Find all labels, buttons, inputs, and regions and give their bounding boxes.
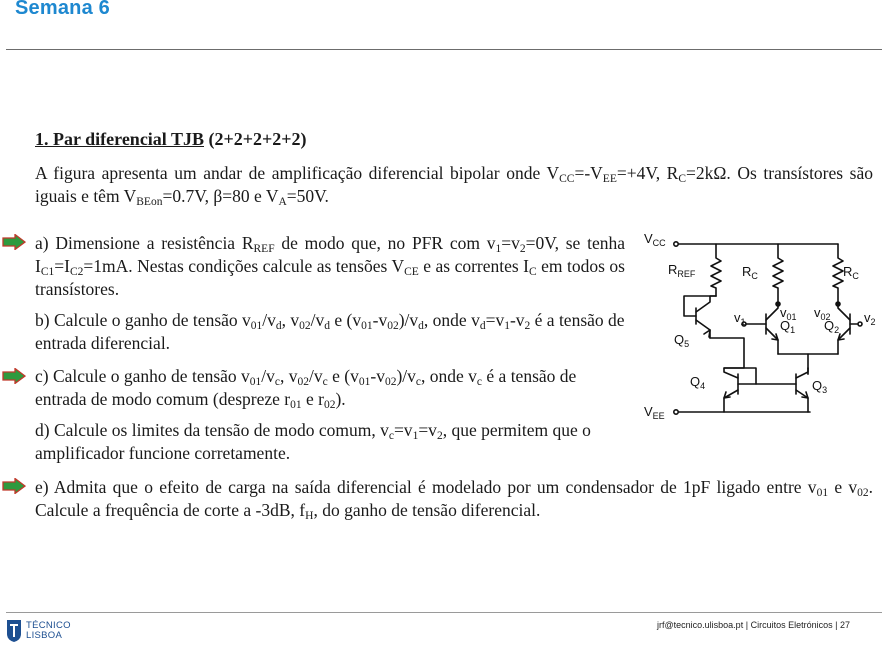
circuit-diagram <box>638 226 878 431</box>
rc-right-label: $R_C$ <box>843 264 859 281</box>
top-divider <box>6 49 882 50</box>
question-points: (2+2+2+2+2) <box>208 129 307 149</box>
part-a-text: a) Dimensione a resistência $R_{REF}$ de modo que, no PFR com $v_1=v_2=0V$, se tenha $I_{C1}=I_{C2}=1mA$. Nestas condições calcule as tensões $V_{CE}$ e as correntes $I_C$ em todos os transístores. <box>35 233 625 299</box>
q5-label: $Q_5$ <box>674 332 690 349</box>
footer-page-number: 27 <box>839 620 850 630</box>
arrow-right-icon <box>2 234 26 250</box>
question-title: 1. Par diferencial TJB <box>35 129 204 149</box>
shield-icon <box>6 619 22 643</box>
part-e-text: e) Admita que o efeito de carga na saída diferencial é modelado por um condensador de 1pF ligado entre $v_{01}$ e $v_{02}$. Calcule a frequência de corte a -3dB, $f_H$, do ganho de tensão diferencial. <box>35 477 873 522</box>
part-c-text: c) Calcule o ganho de tensão $v_{01}/v_c$, $v_{02}/v_c$ e $(v_{01}-v_{02})/v_c$, onde $v_c$ é a tensão de entrada de modo comum (despreze $r_{01}$ e $r_{02}$). <box>35 366 577 411</box>
logo-line-1: TÉCNICO <box>26 620 71 631</box>
vcc-label: $V_{CC}$ <box>644 231 666 248</box>
arrow-right-icon <box>2 368 26 384</box>
v1-label: $v_1$ <box>734 310 746 327</box>
footer-text: jrf@tecnico.ulisboa.pt | Circuitos Eletrónicos | 27 <box>657 620 850 630</box>
footer-course: Circuitos Eletrónicos <box>750 620 833 630</box>
rc-left-label: $R_C$ <box>742 264 758 281</box>
q1-label: $Q_1$ <box>780 318 796 335</box>
tecnico-lisboa-logo <box>6 617 71 645</box>
q2-label: $Q_2$ <box>824 318 840 335</box>
q3-label: $Q_3$ <box>812 378 828 395</box>
part-d-text: d) Calcule os limites da tensão de modo comum, $v_c=v_1=v_2$, que permitem que o amplificador funcione corretamente. <box>35 420 591 463</box>
vee-label: $V_{EE}$ <box>644 404 665 421</box>
q4-label: $Q_4$ <box>690 374 706 391</box>
question-intro: A figura apresenta um andar de amplificação diferencial bipolar onde $V_{CC}=-V_{EE}=+4V$, $R_C=2k\Omega$. Os transístores são iguais e têm $V_{BEon}=0.7V$, β=80 e $V_A=50V$. <box>35 163 873 208</box>
v02-label: $v_{02}$ <box>814 305 831 322</box>
rref-label: $R_{REF}$ <box>668 262 696 279</box>
v2-label: $v_2$ <box>864 310 876 327</box>
question-heading <box>35 128 307 151</box>
bottom-divider <box>6 612 882 613</box>
part-b-text: b) Calcule o ganho de tensão $v_{01}/v_d$, $v_{02}/v_d$ e $(v_{01}-v_{02})/v_d$, onde $v_d=v_1-v_2$ é a tensão de entrada diferencial. <box>35 310 625 353</box>
slide-title: Semana 6 <box>15 0 110 19</box>
logo-line-2: LISBOA <box>26 630 63 641</box>
arrow-right-icon <box>2 478 26 494</box>
footer-email: jrf@tecnico.ulisboa.pt <box>657 620 744 630</box>
v01-label: $v_{01}$ <box>780 305 797 322</box>
